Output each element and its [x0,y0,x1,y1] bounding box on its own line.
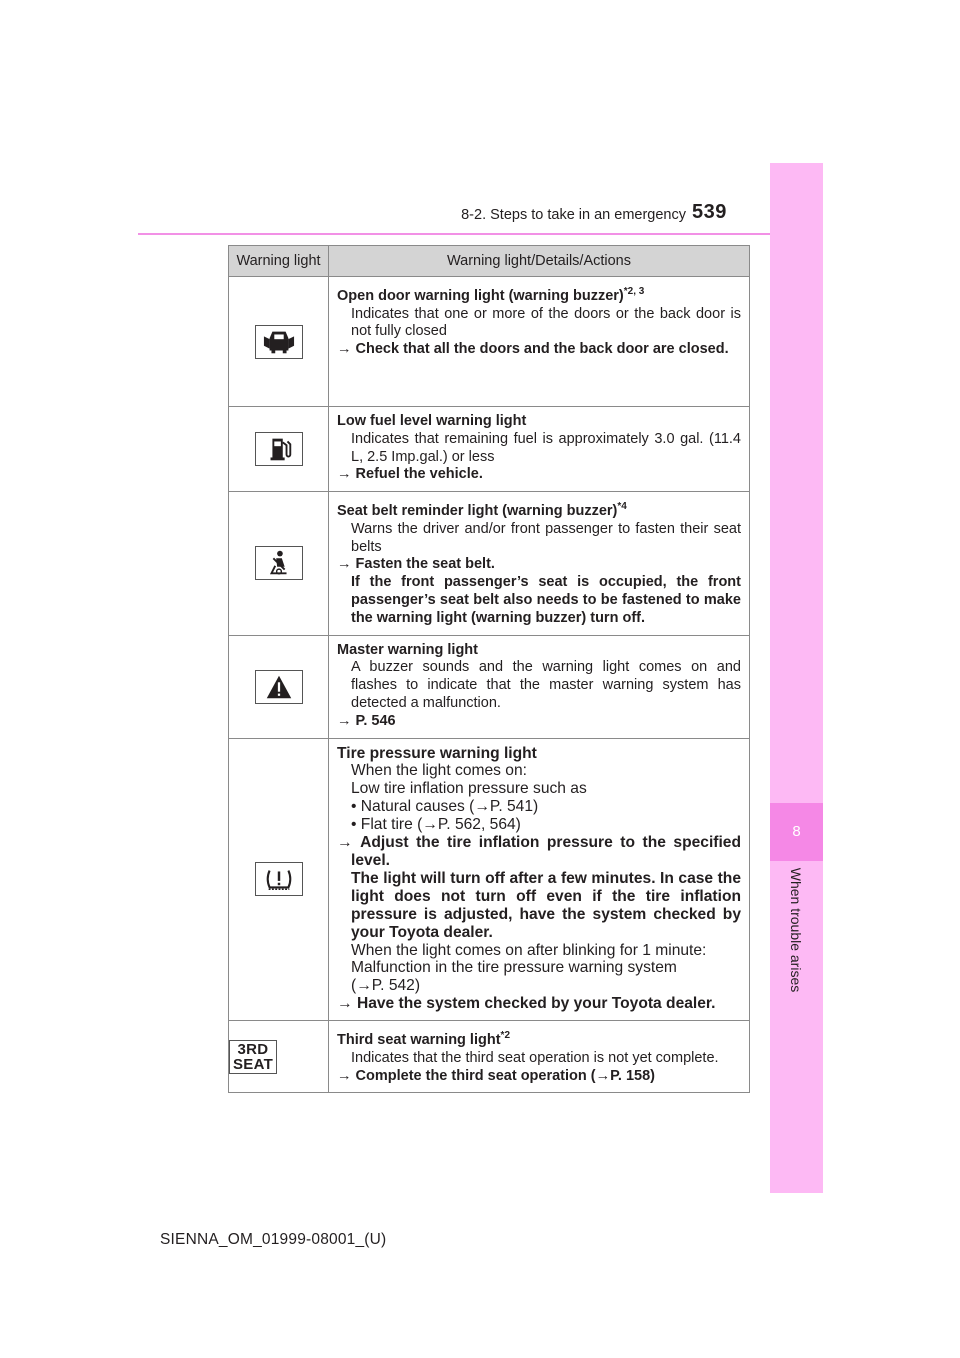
details-cell [329,277,750,407]
third-seat-icon: 3RD SEAT [229,1040,277,1074]
warning-action: → P. 546 [337,712,396,729]
details-cell [329,407,750,492]
warning-action: → Refuel the vehicle. [337,466,483,483]
warning-action: → Complete the third seat operation (→P. 158) [337,1067,655,1084]
warning-details: When the light comes on: [351,762,527,780]
warning-title: Seat belt reminder light (warning buzzer)$^{*4}$ [337,501,627,520]
warning-title: Open door warning light (warning buzzer)$^{*2, 3}$ [337,286,645,304]
header-rule [138,233,823,235]
warning-details: (→P. 542) [351,977,421,995]
table-row [229,1021,750,1093]
warning-title: Tire pressure warning light [337,744,537,762]
table-row [229,407,750,492]
seat-belt-icon [255,546,303,580]
table-row [229,492,750,635]
master-warning-icon [255,670,303,704]
table-header-row [229,246,750,277]
icon-cell [229,738,329,1021]
list-item: • Flat tire (→P. 562, 564) [351,816,521,834]
warning-details: Indicates that one or more of the doors or the back door is not fully closed [351,305,741,340]
warning-light-table [228,245,750,1093]
list-item: • Natural causes (→P. 541) [351,798,539,816]
page-number: 539 [692,201,727,223]
warning-title: Low fuel level warning light [337,413,527,429]
details-cell [329,492,750,635]
document-id: SIENNA_OM_01999-08001_(U) [160,1231,387,1248]
warning-action: → Check that all the doors and the back door are closed. [337,341,729,358]
icon-cell [229,1021,329,1093]
warning-action: → Fasten the seat belt. If the front passenger’s seat is occupied, the front passenger’s seat belt also needs to be fastened to make the warning light (warning buzzer) turn off. [337,556,741,626]
column-header-warning-light: Warning light [229,246,329,277]
table-row [229,277,750,407]
warning-details: Warns the driver and/or front passenger to fasten their seat belts [351,520,741,555]
chapter-side-tab [770,163,823,1193]
warning-details: A buzzer sounds and the warning light comes on and flashes to indicate that the master warning system has detected a malfunction. [351,659,741,711]
chapter-number: 8 [792,823,801,840]
icon-cell [229,407,329,492]
details-cell [329,1021,750,1093]
warning-title: Third seat warning light$^{*2}$ [337,1030,510,1048]
open-door-icon [255,325,303,359]
warning-action: → Have the system checked by your Toyota dealer. [337,995,716,1013]
column-header-details: Warning light/Details/Actions [329,246,750,277]
details-cell [329,738,750,1021]
warning-details: Indicates that the third seat operation is not yet complete. [351,1049,719,1066]
chapter-title: When trouble arises [788,867,804,993]
warning-title: Master warning light [337,641,478,658]
table-row [229,738,750,1021]
warning-details: When the light comes on after blinking for 1 minute: [351,941,707,959]
details-cell [329,635,750,738]
warning-details: Indicates that remaining fuel is approximately 3.0 gal. (11.4 L, 2.5 Imp.gal.) or less [351,430,741,465]
icon-cell [229,277,329,407]
table-row [229,635,750,738]
icon-cell [229,492,329,635]
tire-pressure-icon [255,862,303,896]
warning-details: Malfunction in the tire pressure warning system [351,959,677,977]
fuel-pump-icon [255,432,303,466]
section-title: 8-2. Steps to take in an emergency [461,207,686,223]
warning-action: → Adjust the tire inflation pressure to the specified level. The light will turn off after a few minutes. In case the light does not turn off even if the tire inflation pressure is adjusted, have the system checked by your Toyota dealer. [337,834,741,941]
icon-cell [229,635,329,738]
warning-details: Low tire inflation pressure such as [351,780,587,798]
